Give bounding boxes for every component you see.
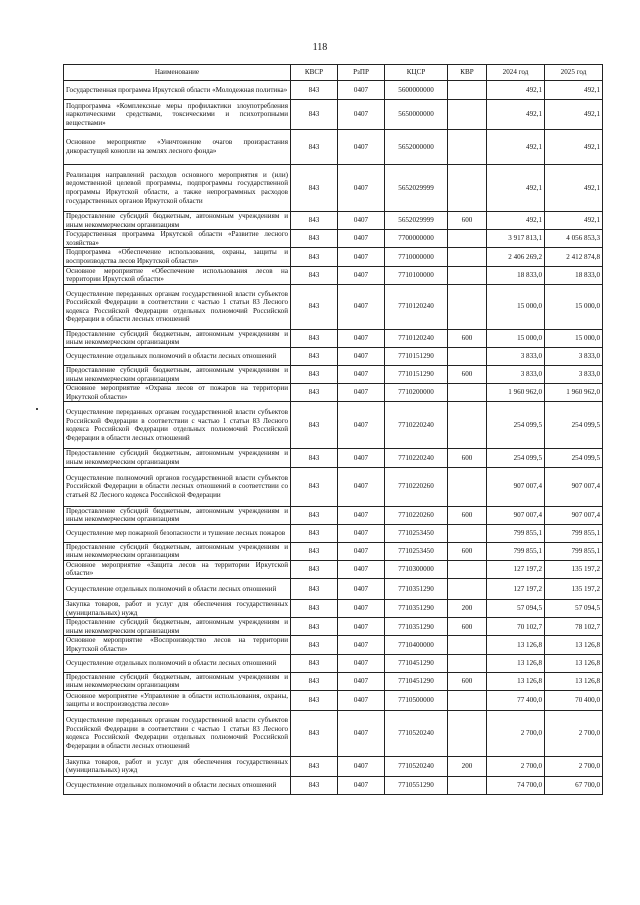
cell-kvr: [448, 579, 487, 600]
cell-kvr: 200: [448, 600, 487, 618]
cell-kcsr: 7710000000: [385, 248, 448, 266]
cell-2024: 70 102,7: [487, 618, 545, 636]
cell-kvsr: 843: [291, 212, 338, 230]
cell-rzpr: 0407: [338, 600, 385, 618]
cell-name: Осуществление отдельных полномочий в области лесных отношений: [64, 347, 291, 365]
cell-kcsr: 7710120240: [385, 329, 448, 347]
header-kcsr: КЦСР: [385, 65, 448, 81]
cell-name: Осуществление переданных органам государственной власти субъектов Российской Федерации в соответствии с частью 1 статьи 83 Лесного кодекса Российской Федерации отдельных полномочий Российской Федерации в области лесных отношений: [64, 710, 291, 756]
cell-kvsr: 843: [291, 329, 338, 347]
cell-2024: 492,1: [487, 165, 545, 212]
cell-2024: 74 700,0: [487, 776, 545, 794]
cell-rzpr: 0407: [338, 347, 385, 365]
cell-kvsr: 843: [291, 756, 338, 776]
cell-2025: 492,1: [545, 100, 603, 130]
cell-2024: 13 126,8: [487, 654, 545, 672]
cell-2025: 13 126,8: [545, 672, 603, 690]
cell-2025: 907 007,4: [545, 506, 603, 524]
table-row: [64, 100, 603, 130]
cell-kvsr: 843: [291, 81, 338, 100]
cell-name: Основное мероприятие «Управление в области использования, охраны, защиты и воспроизводства лесов»: [64, 690, 291, 710]
cell-2024: 77 400,0: [487, 690, 545, 710]
cell-kvsr: 843: [291, 402, 338, 449]
cell-rzpr: 0407: [338, 248, 385, 266]
cell-rzpr: 0407: [338, 542, 385, 560]
cell-kvr: [448, 710, 487, 756]
cell-kvr: [448, 130, 487, 165]
cell-2025: 70 400,0: [545, 690, 603, 710]
cell-2024: 15 000,0: [487, 329, 545, 347]
cell-2024: 799 855,1: [487, 542, 545, 560]
cell-kvsr: 843: [291, 506, 338, 524]
cell-rzpr: 0407: [338, 506, 385, 524]
cell-2024: 492,1: [487, 81, 545, 100]
cell-name: Государственная программа Иркутской области «Молодежная политика»: [64, 81, 291, 100]
budget-allocation-table: [63, 64, 603, 795]
cell-kcsr: 7710551290: [385, 776, 448, 794]
cell-name: Предоставление субсидий бюджетным, автономным учреждениям и иным некоммерческим организациям: [64, 618, 291, 636]
scan-speck: [36, 408, 38, 410]
cell-kcsr: 7700000000: [385, 230, 448, 248]
cell-kvsr: 843: [291, 248, 338, 266]
cell-kcsr: 7710120240: [385, 284, 448, 329]
cell-rzpr: 0407: [338, 81, 385, 100]
table-row: [64, 81, 603, 100]
table-row: [64, 636, 603, 654]
table-row: [64, 467, 603, 506]
cell-2025: 907 007,4: [545, 467, 603, 506]
cell-kvsr: 843: [291, 449, 338, 467]
cell-2025: 492,1: [545, 165, 603, 212]
cell-name: Основное мероприятие «Обеспечение использования лесов на территории Иркутской области»: [64, 266, 291, 284]
cell-kvr: [448, 690, 487, 710]
header-2025: 2025 год: [545, 65, 603, 81]
cell-kcsr: 7710300000: [385, 560, 448, 578]
cell-2025: 799 855,1: [545, 524, 603, 542]
cell-kvr: [448, 266, 487, 284]
cell-rzpr: 0407: [338, 130, 385, 165]
table-row: [64, 710, 603, 756]
cell-2025: 135 197,2: [545, 560, 603, 578]
cell-rzpr: 0407: [338, 636, 385, 654]
cell-name: Государственная программа Иркутской области «Развитие лесного хозяйства»: [64, 230, 291, 248]
cell-kvsr: 843: [291, 672, 338, 690]
cell-rzpr: 0407: [338, 672, 385, 690]
cell-kcsr: 7710451290: [385, 654, 448, 672]
cell-kvsr: 843: [291, 524, 338, 542]
cell-rzpr: 0407: [338, 284, 385, 329]
cell-2025: 492,1: [545, 212, 603, 230]
cell-rzpr: 0407: [338, 365, 385, 383]
cell-kcsr: 5652029999: [385, 165, 448, 212]
table-row: [64, 776, 603, 794]
cell-kvsr: 843: [291, 542, 338, 560]
cell-2024: 13 126,8: [487, 672, 545, 690]
cell-kvsr: 843: [291, 710, 338, 756]
cell-2025: 2 700,0: [545, 710, 603, 756]
cell-rzpr: 0407: [338, 579, 385, 600]
cell-2025: 492,1: [545, 81, 603, 100]
cell-name: Осуществление полномочий органов государственной власти субъектов Российской Федерации в области лесных отношений в соответствии со статьей 82 Лесного кодекса Российской Федерации: [64, 467, 291, 506]
cell-name: Предоставление субсидий бюджетным, автономным учреждениям и иным некоммерческим организациям: [64, 449, 291, 467]
cell-kcsr: 7710151290: [385, 347, 448, 365]
cell-kcsr: 7710520240: [385, 710, 448, 756]
table-row: [64, 284, 603, 329]
cell-kvsr: 843: [291, 165, 338, 212]
cell-kcsr: 7710220260: [385, 506, 448, 524]
cell-kvr: [448, 165, 487, 212]
cell-name: Осуществление отдельных полномочий в области лесных отношений: [64, 579, 291, 600]
cell-kvr: 600: [448, 212, 487, 230]
cell-2025: 2 700,0: [545, 756, 603, 776]
cell-rzpr: 0407: [338, 329, 385, 347]
table-row: [64, 365, 603, 383]
cell-kvsr: 843: [291, 618, 338, 636]
cell-name: Закупка товаров, работ и услуг для обеспечения государственных (муниципальных) нужд: [64, 600, 291, 618]
cell-kcsr: 7710220260: [385, 467, 448, 506]
table-row: [64, 524, 603, 542]
cell-rzpr: 0407: [338, 266, 385, 284]
cell-kcsr: 7710451290: [385, 672, 448, 690]
cell-2024: 3 833,0: [487, 347, 545, 365]
table-row: [64, 384, 603, 402]
cell-kcsr: 7710200000: [385, 384, 448, 402]
cell-2024: 907 007,4: [487, 506, 545, 524]
cell-kcsr: 7710351290: [385, 600, 448, 618]
cell-rzpr: 0407: [338, 449, 385, 467]
cell-kcsr: 7710100000: [385, 266, 448, 284]
table-row: [64, 130, 603, 165]
cell-kvsr: 843: [291, 266, 338, 284]
cell-kcsr: 7710520240: [385, 756, 448, 776]
cell-name: Предоставление субсидий бюджетным, автономным учреждениям и иным некоммерческим организациям: [64, 329, 291, 347]
cell-rzpr: 0407: [338, 100, 385, 130]
table-body: [64, 81, 603, 795]
cell-rzpr: 0407: [338, 212, 385, 230]
table-row: [64, 347, 603, 365]
cell-rzpr: 0407: [338, 384, 385, 402]
cell-name: Закупка товаров, работ и услуг для обеспечения государственных (муниципальных) нужд: [64, 756, 291, 776]
cell-2024: 492,1: [487, 212, 545, 230]
cell-2024: 907 007,4: [487, 467, 545, 506]
cell-kvsr: 843: [291, 347, 338, 365]
cell-2025: 57 094,5: [545, 600, 603, 618]
cell-kvsr: 843: [291, 467, 338, 506]
cell-kvsr: 843: [291, 365, 338, 383]
cell-rzpr: 0407: [338, 710, 385, 756]
cell-name: Основное мероприятие «Уничтожение очагов произрастания дикорастущей конопли на землях лесного фонда»: [64, 130, 291, 165]
header-kvr: КВР: [448, 65, 487, 81]
table-row: [64, 248, 603, 266]
cell-kvr: 600: [448, 506, 487, 524]
cell-kvr: 600: [448, 542, 487, 560]
cell-kvr: [448, 776, 487, 794]
cell-kvr: [448, 81, 487, 100]
cell-rzpr: 0407: [338, 467, 385, 506]
cell-kvr: [448, 384, 487, 402]
cell-2025: 492,1: [545, 130, 603, 165]
cell-2024: 1 960 962,0: [487, 384, 545, 402]
table-row: [64, 165, 603, 212]
cell-kvsr: 843: [291, 776, 338, 794]
table-row: [64, 230, 603, 248]
cell-kvsr: 843: [291, 690, 338, 710]
cell-name: Основное мероприятие «Воспроизводство лесов на территории Иркутской области»: [64, 636, 291, 654]
cell-kcsr: 5600000000: [385, 81, 448, 100]
cell-2024: 15 000,0: [487, 284, 545, 329]
cell-2025: 799 855,1: [545, 542, 603, 560]
table-row: [64, 506, 603, 524]
header-rzpr: РзПР: [338, 65, 385, 81]
cell-rzpr: 0407: [338, 756, 385, 776]
cell-kvsr: 843: [291, 100, 338, 130]
table-header-row: [64, 65, 603, 81]
cell-kcsr: 7710220240: [385, 449, 448, 467]
cell-kvsr: 843: [291, 384, 338, 402]
cell-rzpr: 0407: [338, 230, 385, 248]
cell-rzpr: 0407: [338, 776, 385, 794]
cell-2025: 254 099,5: [545, 449, 603, 467]
table-row: [64, 329, 603, 347]
cell-kvr: [448, 654, 487, 672]
cell-2024: 799 855,1: [487, 524, 545, 542]
cell-2025: 2 412 874,8: [545, 248, 603, 266]
cell-kcsr: 7710351290: [385, 579, 448, 600]
cell-kvr: [448, 467, 487, 506]
cell-kvsr: 843: [291, 284, 338, 329]
cell-kvr: 600: [448, 329, 487, 347]
cell-name: Основное мероприятие «Охрана лесов от пожаров на территории Иркутской области»: [64, 384, 291, 402]
cell-name: Предоставление субсидий бюджетным, автономным учреждениям и иным некоммерческим организациям: [64, 506, 291, 524]
cell-2024: 3 917 813,1: [487, 230, 545, 248]
cell-kvsr: 843: [291, 560, 338, 578]
table-row: [64, 690, 603, 710]
header-kvsr: КВСР: [291, 65, 338, 81]
page-number: 118: [312, 42, 328, 53]
cell-2025: 3 833,0: [545, 347, 603, 365]
cell-name: Предоставление субсидий бюджетным, автономным учреждениям и иным некоммерческим организациям: [64, 542, 291, 560]
cell-name: Основное мероприятие «Защита лесов на территории Иркутской области»: [64, 560, 291, 578]
cell-kvr: [448, 248, 487, 266]
cell-kvr: 600: [448, 618, 487, 636]
cell-2025: 135 197,2: [545, 579, 603, 600]
table-row: [64, 756, 603, 776]
cell-name: Подпрограмма «Комплексные меры профилактики злоупотребления наркотическими средствами, токсическими и психотропными веществами»: [64, 100, 291, 130]
cell-2025: 18 833,0: [545, 266, 603, 284]
cell-rzpr: 0407: [338, 402, 385, 449]
cell-kvr: [448, 100, 487, 130]
cell-2024: 254 099,5: [487, 402, 545, 449]
cell-kvr: [448, 402, 487, 449]
cell-kcsr: 7710151290: [385, 365, 448, 383]
cell-kvr: 600: [448, 672, 487, 690]
cell-2025: 13 126,8: [545, 636, 603, 654]
cell-kvr: [448, 636, 487, 654]
cell-2024: 3 833,0: [487, 365, 545, 383]
table-row: [64, 212, 603, 230]
cell-2024: 492,1: [487, 130, 545, 165]
cell-kvr: [448, 524, 487, 542]
cell-2024: 57 094,5: [487, 600, 545, 618]
cell-kvr: [448, 347, 487, 365]
cell-kcsr: 7710500000: [385, 690, 448, 710]
cell-rzpr: 0407: [338, 165, 385, 212]
cell-2024: 2 700,0: [487, 710, 545, 756]
table-row: [64, 672, 603, 690]
cell-kvr: [448, 560, 487, 578]
cell-kcsr: 7710400000: [385, 636, 448, 654]
cell-rzpr: 0407: [338, 618, 385, 636]
header-2024: 2024 год: [487, 65, 545, 81]
cell-2025: 15 000,0: [545, 284, 603, 329]
cell-name: Подпрограмма «Обеспечение использования, охраны, защиты и воспроизводства лесов Иркутской области»: [64, 248, 291, 266]
cell-2024: 127 197,2: [487, 579, 545, 600]
table-row: [64, 579, 603, 600]
cell-2025: 4 056 853,3: [545, 230, 603, 248]
cell-name: Осуществление отдельных полномочий в области лесных отношений: [64, 654, 291, 672]
cell-name: Предоставление субсидий бюджетным, автономным учреждениям и иным некоммерческим организациям: [64, 365, 291, 383]
cell-rzpr: 0407: [338, 524, 385, 542]
cell-name: Осуществление переданных органам государственной власти субъектов Российской Федерации в соответствии с частью 1 статьи 83 Лесного кодекса Российской Федерации отдельных полномочий Российской Федерации в области лесных отношений: [64, 402, 291, 449]
table-row: [64, 402, 603, 449]
cell-name: Осуществление мер пожарной безопасности и тушение лесных пожаров: [64, 524, 291, 542]
cell-kvsr: 843: [291, 600, 338, 618]
table-row: [64, 618, 603, 636]
cell-kvsr: 843: [291, 130, 338, 165]
cell-2025: 3 833,0: [545, 365, 603, 383]
header-name: Наименование: [64, 65, 291, 81]
cell-2025: 1 960 962,0: [545, 384, 603, 402]
cell-kvsr: 843: [291, 579, 338, 600]
table-row: [64, 654, 603, 672]
cell-kvsr: 843: [291, 654, 338, 672]
cell-2024: 13 126,8: [487, 636, 545, 654]
cell-kvsr: 843: [291, 230, 338, 248]
cell-kvr: 600: [448, 449, 487, 467]
cell-kvr: [448, 230, 487, 248]
cell-rzpr: 0407: [338, 560, 385, 578]
table-row: [64, 560, 603, 578]
cell-2025: 67 700,0: [545, 776, 603, 794]
table-row: [64, 266, 603, 284]
cell-kvr: [448, 284, 487, 329]
cell-name: Предоставление субсидий бюджетным, автономным учреждениям и иным некоммерческим организациям: [64, 212, 291, 230]
cell-name: Осуществление переданных органам государственной власти субъектов Российской Федерации в соответствии с частью 1 статьи 83 Лесного кодекса Российской Федерации отдельных полномочий Российской Федерации в области лесных отношений: [64, 284, 291, 329]
cell-kcsr: 7710220240: [385, 402, 448, 449]
cell-2024: 18 833,0: [487, 266, 545, 284]
cell-2024: 254 099,5: [487, 449, 545, 467]
cell-2025: 78 102,7: [545, 618, 603, 636]
cell-kvsr: 843: [291, 636, 338, 654]
cell-kvr: 600: [448, 365, 487, 383]
table-row: [64, 449, 603, 467]
cell-2025: 13 126,8: [545, 654, 603, 672]
cell-rzpr: 0407: [338, 690, 385, 710]
cell-kcsr: 5652000000: [385, 130, 448, 165]
cell-kcsr: 7710253450: [385, 524, 448, 542]
cell-2025: 15 000,0: [545, 329, 603, 347]
cell-2024: 2 700,0: [487, 756, 545, 776]
cell-2025: 254 099,5: [545, 402, 603, 449]
cell-rzpr: 0407: [338, 654, 385, 672]
table-row: [64, 542, 603, 560]
cell-kcsr: 5650000000: [385, 100, 448, 130]
cell-name: Осуществление отдельных полномочий в области лесных отношений: [64, 776, 291, 794]
table-row: [64, 600, 603, 618]
cell-kcsr: 7710253450: [385, 542, 448, 560]
cell-kvr: 200: [448, 756, 487, 776]
cell-2024: 127 197,2: [487, 560, 545, 578]
cell-2024: 2 406 269,2: [487, 248, 545, 266]
cell-name: Реализация направлений расходов основного мероприятия и (или) ведомственной целевой программы, подпрограммы государственной программы Иркутской области, а также непрограммных расходов государственных органов Иркутской области: [64, 165, 291, 212]
cell-kcsr: 7710351290: [385, 618, 448, 636]
cell-name: Предоставление субсидий бюджетным, автономным учреждениям и иным некоммерческим организациям: [64, 672, 291, 690]
cell-2024: 492,1: [487, 100, 545, 130]
cell-kcsr: 5652029999: [385, 212, 448, 230]
